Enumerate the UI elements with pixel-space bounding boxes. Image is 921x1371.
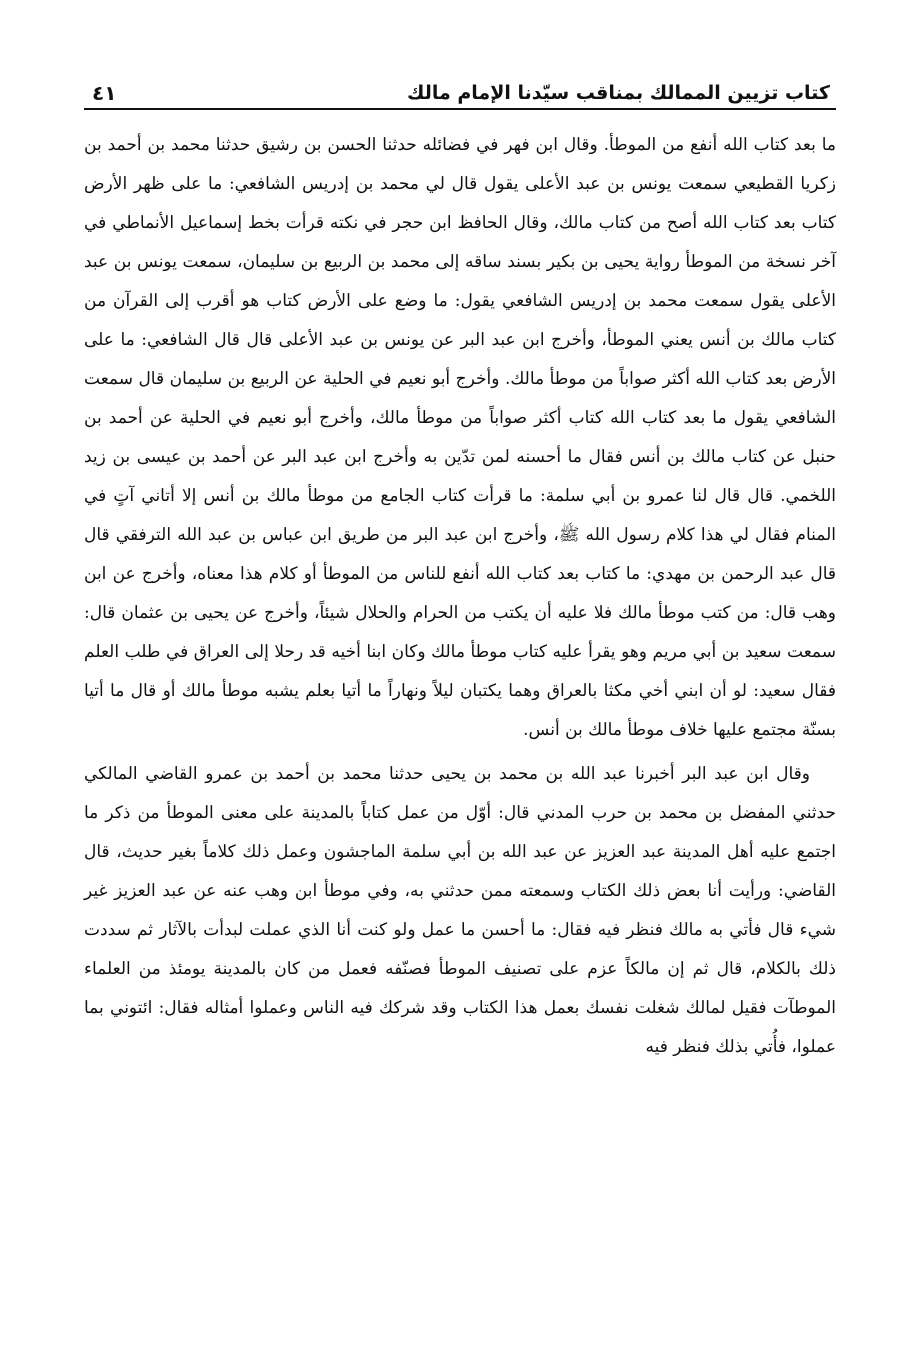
body-text [84, 126, 836, 1067]
header-divider [84, 108, 836, 110]
paragraph: ما بعد كتاب الله أنفع من الموطأ. وقال ابن فهر في فضائله حدثنا الحسن بن رشيق حدثنا محمد بن أحمد بن زكريا القطيعي سمعت يونس بن عبد الأعلى يقول قال لي محمد بن إدريس الشافعي: ما على ظهر الأرض كتاب بعد كتاب الله أصح من كتاب مالك، وقال الحافظ ابن حجر في نكته قرأت بخط إسماعيل الأنماطي في آخر نسخة من الموطأ رواية يحيى بن بكير بسند ساقه إلى محمد بن الربيع بن سليمان، سمعت يونس بن عبد الأعلى يقول سمعت محمد بن إدريس الشافعي يقول: ما وضع على الأرض كتاب هو أقرب إلى القرآن من كتاب مالك بن أنس يعني الموطأ، وأخرج ابن عبد البر عن يونس بن عبد الأعلى قال قال الشافعي: ما على الأرض بعد كتاب الله أكثر صواباً من موطأ مالك. وأخرج أبو نعيم في الحلية عن الربيع بن سليمان قال سمعت الشافعي يقول ما بعد كتاب الله كتاب أكثر صواباً من موطأ مالك، وأخرج أبو نعيم في الحلية عن أحمد بن حنبل عن كتاب مالك بن أنس فقال ما أحسنه لمن تدّين به وأخرج ابن عبد البر عن أحمد بن عيسى بن زيد اللخمي. قال قال لنا عمرو بن أبي سلمة: ما قرأت كتاب الجامع من موطأ مالك بن أنس إلا أتاني آتٍ في المنام فقال لي هذا كلام رسول الله ﷺ، وأخرج ابن عبد البر من طريق ابن عباس بن عبد الله الترفقي قال قال عبد الرحمن بن مهدي: ما كتاب بعد كتاب الله أنفع للناس من الموطأ أو كلام هذا معناه، وأخرج عن ابن وهب قال: من كتب موطأ مالك فلا عليه أن يكتب من الحرام والحلال شيئاً، وأخرج عن يحيى بن عثمان قال: سمعت سعيد بن أبي مريم وهو يقرأ عليه كتاب موطأ مالك وكان ابنا أخيه قد رحلا إلى العراق في طلب العلم فقال سعيد: لو أن ابني أخي مكثا بالعراق وهما يكتبان ليلاً ونهاراً ما أتيا بعلم يشبه موطأ مالك أو قال ما أتيا بسنّة مجتمع عليها خلاف موطأ مالك بن أنس. [84, 135, 836, 740]
page-number: ٤١ [92, 81, 117, 105]
running-head [92, 72, 830, 106]
paragraph: وقال ابن عبد البر أخبرنا عبد الله بن محمد بن يحيى حدثنا محمد بن أحمد بن عمرو القاضي المالكي حدثني المفضل بن محمد بن حرب المدني قال: أوّل من عمل كتاباً بالمدينة على معنى الموطأ من ذكر ما اجتمع عليه أهل المدينة عبد العزيز عن عبد الله بن أبي سلمة الماجشون وعمل ذلك كلاماً بغير حديث، قال القاضي: ورأيت أنا بعض ذلك الكتاب وسمعته ممن حدثني به، وفي موطأ ابن وهب عنه عن عبد العزيز غير شيء قال فأتي به مالك فنظر فيه فقال: ما أحسن ما عمل ولو كنت أنا الذي عملت لبدأت بالآثار ثم سددت ذلك بالكلام، قال ثم إن مالكاً عزم على تصنيف الموطأ فصنّفه فعمل من كان بالمدينة يومئذ من العلماء الموطآت فقيل لمالك شغلت نفسك بعمل هذا الكتاب وقد شركك فيه الناس وعملوا أمثاله فقال: ائتوني بما عملوا، فأُتي بذلك فنظر فيه [84, 764, 836, 1057]
running-title: كتاب تزيين الممالك بمناقب سيّدنا الإمام مالك [407, 82, 830, 104]
